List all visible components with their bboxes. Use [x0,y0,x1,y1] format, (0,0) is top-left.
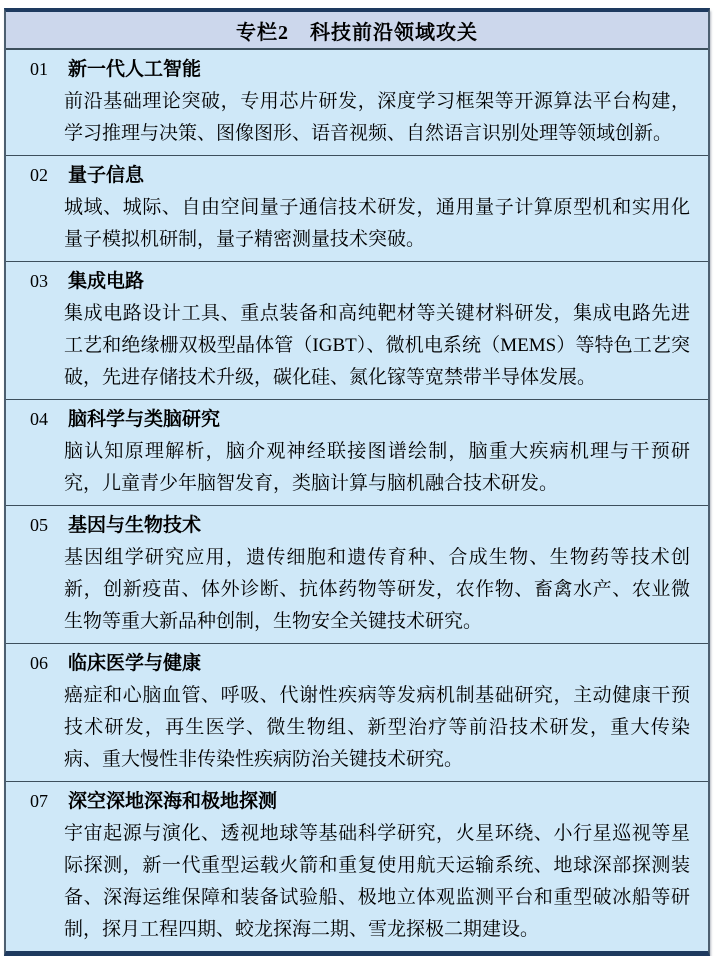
section-head [6,403,708,436]
section-body: 癌症和心脑血管、呼吸、代谢性疾病等发病机制基础研究，主动健康干预技术研发，再生医学、微生物组、新型治疗等前沿技术研发，重大传染病、重大慢性非传染性疾病防治关键技术研究。 [64,685,690,770]
section-number: 02 [30,165,48,185]
section-body: 基因组学研究应用，遗传细胞和遗传育种、合成生物、生物药等技术创新，创新疫苗、体外诊断、抗体药物等研发，农作物、畜禽水产、农业微生物等重大新品种创制，生物安全关键技术研究。 [64,547,690,632]
section-head [6,265,708,298]
feature-box [4,8,710,956]
section-number: 03 [30,271,48,291]
section-head [6,647,708,680]
section-01 [6,50,708,155]
feature-box-header [6,12,708,50]
section-05 [6,505,708,643]
section-title: 脑科学与类脑研究 [68,409,221,430]
section-body: 宇宙起源与演化、透视地球等基础科学研究，火星环绕、小行星巡视等星际探测，新一代重型运载火箭和重复使用航天运输系统、地球深部探测装备、深海运维保障和装备试验船、极地立体观监测平台和重型破冰船等研制，探月工程四期、蛟龙探海二期、雪龙探极二期建设。 [64,823,690,940]
section-head [6,509,708,542]
section-head [6,53,708,86]
feature-box-title: 专栏2 科技前沿领域攻关 [236,21,478,44]
section-02 [6,155,708,261]
section-body: 前沿基础理论突破，专用芯片研发，深度学习框架等开源算法平台构建，学习推理与决策、图像图形、语音视频、自然语言识别处理等领域创新。 [64,91,690,144]
section-title: 量子信息 [68,165,145,186]
section-title: 新一代人工智能 [68,59,202,80]
section-04 [6,399,708,505]
section-title: 临床医学与健康 [68,653,202,674]
section-number: 07 [30,791,48,811]
section-body: 城域、城际、自由空间量子通信技术研发，通用量子计算原型机和实用化量子模拟机研制，量子精密测量技术突破。 [64,197,690,250]
section-number: 05 [30,515,48,535]
section-head [6,785,708,818]
section-title: 集成电路 [68,271,145,292]
section-body: 脑认知原理解析，脑介观神经联接图谱绘制，脑重大疾病机理与干预研究，儿童青少年脑智发育，类脑计算与脑机融合技术研发。 [64,441,690,494]
section-06 [6,643,708,781]
section-body: 集成电路设计工具、重点装备和高纯靶材等关键材料研发，集成电路先进工艺和绝缘栅双极型晶体管（IGBT）、微机电系统（MEMS）等特色工艺突破，先进存储技术升级，碳化硅、氮化镓等宽禁带半导体发展。 [64,303,690,388]
section-title: 基因与生物技术 [68,515,202,536]
section-title: 深空深地深海和极地探测 [68,791,278,812]
section-03 [6,261,708,399]
section-07 [6,781,708,951]
section-number: 06 [30,653,48,673]
section-number: 01 [30,59,48,79]
section-head [6,159,708,192]
section-number: 04 [30,409,48,429]
